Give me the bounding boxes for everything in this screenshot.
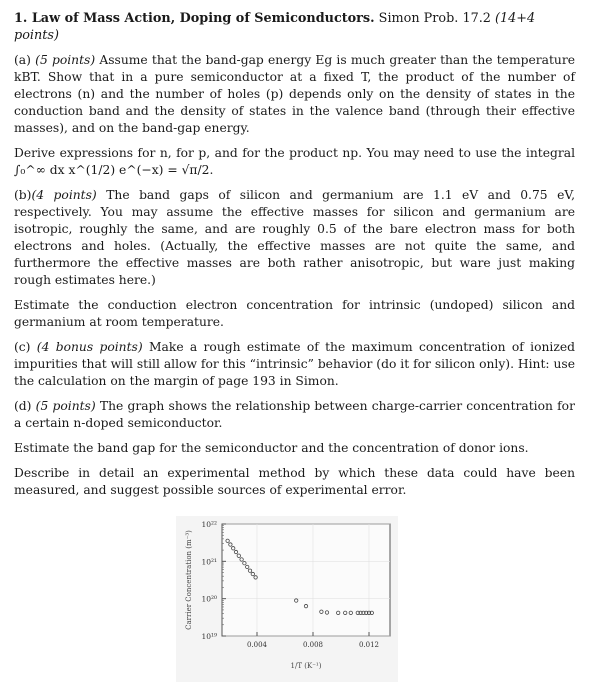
part-d-text: The graph shows the relationship between charge-carrier concentration for a certain n-doped semiconductor. [14, 399, 575, 430]
part-b-estimate: Estimate the conduction electron concentration for intrinsic (undoped) silicon and germanium at room temperature. [14, 298, 575, 329]
part-a-paragraph [14, 52, 575, 137]
problem-source: Simon Prob. 17.2 [378, 11, 491, 26]
part-d-paragraph [14, 398, 575, 432]
x-tick-label: 0.012 [358, 641, 380, 649]
part-d-describe: Describe in detail an experimental method by which these data could have been measured, and suggest possible sources of experimental error. [14, 466, 575, 497]
x-axis-label: 1/T (K⁻¹) [290, 662, 322, 670]
part-d-estimate: Estimate the band gap for the semiconductor and the concentration of donor ions. [14, 441, 529, 455]
part-d-points: (5 points) [35, 399, 96, 413]
part-b-points: (4 points) [31, 188, 97, 202]
y-axis-label: Carrier Concentration (m⁻³) [185, 530, 193, 630]
problem-heading: 1. Law of Mass Action, Doping of Semiconductors. [14, 11, 375, 26]
y-tick-label: 10¹⁹ [201, 632, 217, 641]
y-tick-label: 10²¹ [201, 557, 217, 567]
carrier-chart [176, 516, 398, 682]
problem-title [14, 10, 575, 44]
part-c-paragraph [14, 339, 575, 390]
part-b-paragraph [14, 187, 575, 289]
part-c-text: Make a rough estimate of the maximum concentration of ionized impurities that will still allow for this “intrinsic” behavior (do it for silicon only). Hint: use the calculation on the margin of page 193 in Simon. [14, 340, 575, 388]
part-a-derive: Derive expressions for n, for p, and for the product np. You may need to use the integral ∫₀^∞ dx x^(1/2) e^(−x) = √π/2. [14, 146, 575, 177]
part-b-label: (b) [14, 188, 32, 202]
part-c-label: (c) [14, 340, 31, 354]
part-a-label: (a) [14, 53, 31, 67]
y-tick-label: 10²⁰ [201, 594, 217, 604]
y-tick-label: 10²² [201, 520, 217, 529]
problem-points: (14+4 points) [14, 11, 536, 43]
plot-area [222, 524, 390, 636]
part-c-points: (4 bonus points) [36, 340, 143, 354]
part-a-text: Assume that the band-gap energy Eg is much greater than the temperature kBT. Show that in a pure semiconductor at a fixed T, the product of the number of electrons (n) and the number of holes (p) depends only on the density of states in the conduction band and the density of states in the valence band (through their effective masses), and on the band-gap energy. [14, 53, 575, 135]
part-d-label: (d) [14, 399, 32, 413]
x-tick-label: 0.008 [302, 641, 324, 649]
part-a-points: (5 points) [35, 53, 96, 67]
carrier-chart-svg [176, 516, 398, 682]
part-b-text: The band gaps of silicon and germanium are 1.1 eV and 0.75 eV, respectively. You may assume the effective masses for silicon and germanium are isotropic, roughly the same, and are roughly 0.5 of the bare electron mass for both electrons and holes. (Actually, the effective masses are not quite the same, and furthermore the effective masses are both rather anisotropic, but ware just making rough estimates here.) [14, 188, 575, 287]
x-tick-label: 0.004 [246, 641, 268, 649]
